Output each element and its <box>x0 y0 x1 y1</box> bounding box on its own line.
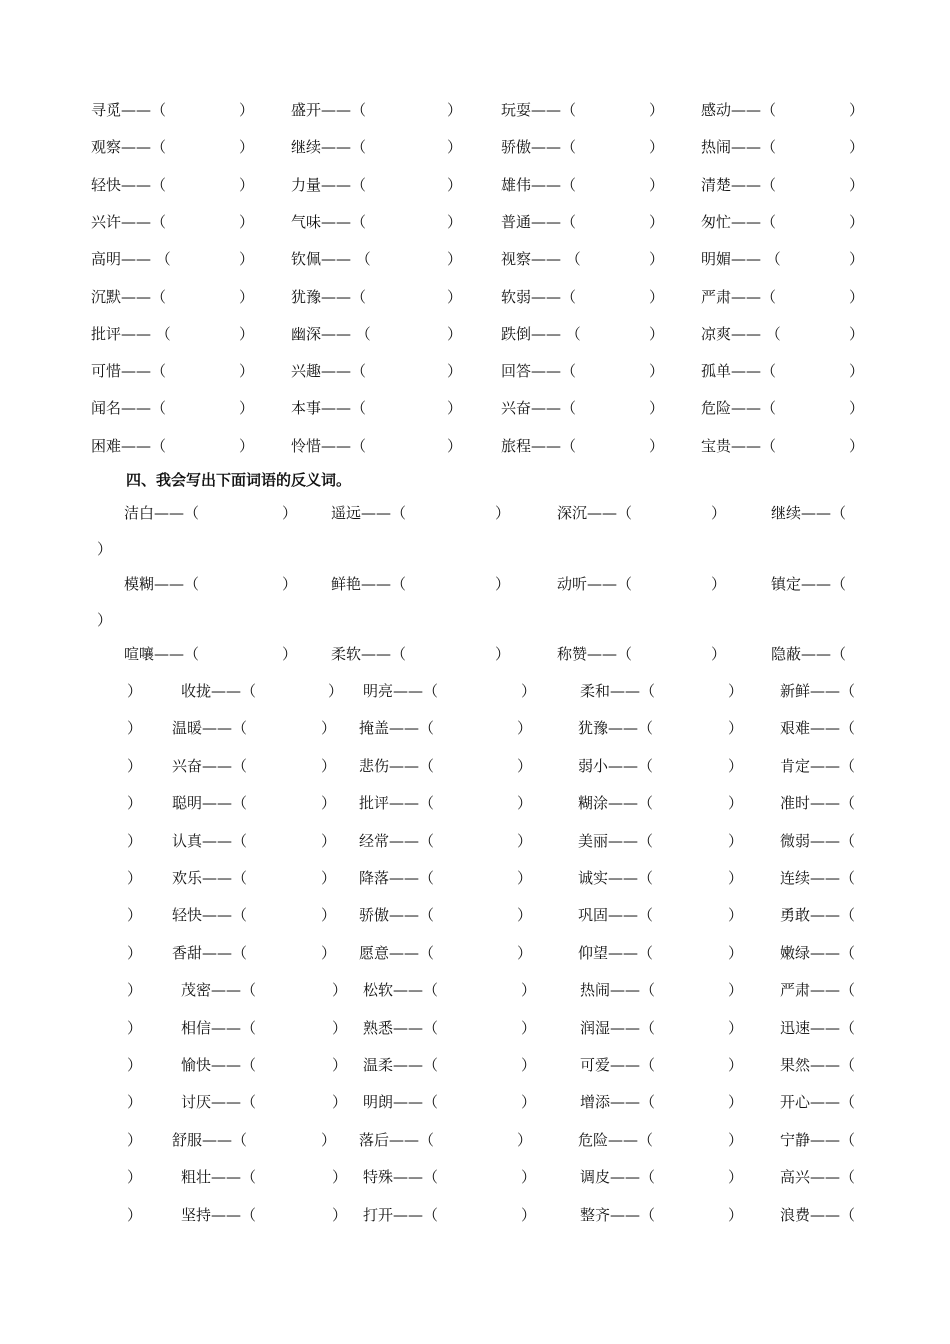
close-paren: ） <box>447 212 463 231</box>
close-paren: ） <box>517 1130 533 1149</box>
close-paren: ） <box>127 906 143 925</box>
close-paren: ） <box>127 719 143 738</box>
antonym-row <box>0 1127 950 1153</box>
close-paren: ） <box>728 1018 744 1037</box>
close-paren: ） <box>97 610 113 629</box>
antonym-prompt: 相信——（ <box>181 1018 257 1037</box>
antonym-prompt: 嫩绿——（ <box>780 943 856 962</box>
close-paren: ） <box>239 287 255 306</box>
close-paren: ） <box>728 682 744 700</box>
close-paren: ） <box>517 869 533 887</box>
synonym-row <box>0 172 950 198</box>
antonym-prompt: 讨厌——（ <box>181 1093 257 1112</box>
antonym-prompt: 愉快——（ <box>181 1056 257 1074</box>
antonym-prompt: 特殊——（ <box>363 1168 439 1187</box>
antonym-prompt: 准时——（ <box>780 794 856 813</box>
antonym-prompt: 悲伤——（ <box>359 756 435 775</box>
synonym-prompt: 孤单——（ <box>701 362 777 381</box>
close-paren: ） <box>127 1093 143 1112</box>
synonym-prompt: 沉默——（ <box>91 287 167 306</box>
close-paren: ） <box>849 362 865 381</box>
antonym-prompt: 动听——（ <box>557 574 633 593</box>
antonym-prompt: 诚实——（ <box>578 869 654 887</box>
close-paren: ） <box>849 399 865 418</box>
antonym-prompt: 弱小——（ <box>578 756 654 775</box>
close-paren: ） <box>649 324 665 343</box>
synonym-row <box>0 246 950 272</box>
antonym-prompt: 茂密——（ <box>181 981 257 1000</box>
close-paren: ） <box>649 138 665 157</box>
close-paren: ） <box>328 682 344 700</box>
close-paren: ） <box>127 1130 143 1149</box>
antonym-prompt: 连续——（ <box>780 869 856 887</box>
antonym-prompt: 遥远——（ <box>331 504 407 522</box>
close-paren: ） <box>728 943 744 962</box>
close-paren: ） <box>521 1056 537 1074</box>
antonym-row <box>0 977 950 1003</box>
antonym-prompt: 轻快——（ <box>172 906 248 925</box>
close-paren: ） <box>282 504 298 522</box>
synonym-prompt: 钦佩—— （ <box>291 250 371 269</box>
close-paren: ） <box>239 362 255 381</box>
close-paren: ） <box>239 138 255 157</box>
close-paren: ） <box>321 831 337 850</box>
close-paren: ） <box>447 399 463 418</box>
antonym-prompt: 迅速——（ <box>780 1018 856 1037</box>
synonym-prompt: 力量——（ <box>291 175 367 194</box>
close-paren: ） <box>849 287 865 306</box>
section-heading: 四、我会写出下面词语的反义词。 <box>126 471 352 489</box>
close-paren: ） <box>649 399 665 418</box>
close-paren: ） <box>321 1130 337 1149</box>
close-paren: ） <box>282 645 298 663</box>
synonym-prompt: 可惜——（ <box>91 362 167 381</box>
synonym-prompt: 骄傲——（ <box>501 138 577 157</box>
antonym-row <box>0 678 950 704</box>
synonym-prompt: 跌倒—— （ <box>501 324 581 343</box>
close-paren: ） <box>447 175 463 194</box>
synonym-prompt: 盛开——（ <box>291 101 367 119</box>
close-paren: ） <box>649 287 665 306</box>
close-paren: ） <box>239 324 255 343</box>
close-paren: ） <box>521 1018 537 1037</box>
close-paren: ） <box>321 756 337 775</box>
synonym-prompt: 本事——（ <box>291 399 367 418</box>
close-paren: ） <box>495 574 511 593</box>
close-paren: ） <box>127 682 143 700</box>
close-paren: ） <box>239 399 255 418</box>
close-paren: ） <box>495 504 511 522</box>
synonym-prompt: 批评—— （ <box>91 324 171 343</box>
antonym-row <box>0 828 950 854</box>
close-paren: ） <box>728 906 744 925</box>
synonym-prompt: 明媚—— （ <box>701 250 781 269</box>
antonym-row <box>0 865 950 891</box>
close-paren: ） <box>521 1093 537 1112</box>
close-paren: ） <box>517 794 533 813</box>
synonym-prompt: 雄伟——（ <box>501 175 577 194</box>
synonym-prompt: 犹豫——（ <box>291 287 367 306</box>
antonym-prompt: 落后——（ <box>359 1130 435 1149</box>
synonym-row <box>0 358 950 384</box>
antonym-prompt: 糊涂——（ <box>578 794 654 813</box>
close-paren: ） <box>239 212 255 231</box>
close-paren: ） <box>849 436 865 455</box>
close-paren: ） <box>649 436 665 455</box>
close-paren: ） <box>849 250 865 269</box>
close-paren: ） <box>447 138 463 157</box>
close-paren: ） <box>728 1205 744 1224</box>
close-paren: ） <box>521 1168 537 1187</box>
close-paren: ） <box>517 719 533 738</box>
close-paren: ） <box>127 756 143 775</box>
synonym-prompt: 危险——（ <box>701 399 777 418</box>
synonym-prompt: 闻名——（ <box>91 399 167 418</box>
antonym-prompt: 勇敢——（ <box>780 906 856 925</box>
antonym-prompt: 艰难——（ <box>780 719 856 738</box>
close-paren: ） <box>447 436 463 455</box>
synonym-prompt: 高明—— （ <box>91 250 171 269</box>
antonym-prompt: 温柔——（ <box>363 1056 439 1074</box>
synonym-prompt: 严肃——（ <box>701 287 777 306</box>
antonym-prompt: 整齐——（ <box>580 1205 656 1224</box>
synonym-prompt: 气味——（ <box>291 212 367 231</box>
close-paren: ） <box>728 1093 744 1112</box>
antonym-prompt: 明朗——（ <box>363 1093 439 1112</box>
close-paren: ） <box>517 831 533 850</box>
antonym-prompt: 收拢——（ <box>181 682 257 700</box>
close-paren: ） <box>649 250 665 269</box>
close-paren: ） <box>127 831 143 850</box>
antonym-row <box>0 641 950 667</box>
close-paren: ） <box>447 101 463 119</box>
antonym-prompt: 微弱——（ <box>780 831 856 850</box>
antonym-prompt: 舒服——（ <box>172 1130 248 1149</box>
close-paren: ） <box>728 1056 744 1074</box>
antonym-prompt: 称赞——（ <box>557 645 633 663</box>
antonym-prompt: 犹豫——（ <box>578 719 654 738</box>
close-paren: ） <box>728 1130 744 1149</box>
close-paren: ） <box>728 794 744 813</box>
close-paren: ） <box>728 1168 744 1187</box>
synonym-prompt: 兴奋——（ <box>501 399 577 418</box>
close-paren: ） <box>239 436 255 455</box>
antonym-prompt: 宁静——（ <box>780 1130 856 1149</box>
synonym-prompt: 观察——（ <box>91 138 167 157</box>
synonym-row <box>0 433 950 459</box>
close-paren: ） <box>332 1056 348 1074</box>
close-paren: ） <box>447 250 463 269</box>
synonym-prompt: 热闹——（ <box>701 138 777 157</box>
close-paren: ） <box>282 574 298 593</box>
antonym-prompt: 柔和——（ <box>580 682 656 700</box>
antonym-row <box>0 753 950 779</box>
close-paren: ） <box>521 981 537 1000</box>
synonym-prompt: 兴许——（ <box>91 212 167 231</box>
antonym-prompt: 温暖——（ <box>172 719 248 738</box>
synonym-prompt: 玩耍——（ <box>501 101 577 119</box>
antonym-row <box>0 571 950 597</box>
close-paren: ） <box>517 756 533 775</box>
antonym-prompt: 松软——（ <box>363 981 439 1000</box>
antonym-prompt: 镇定——（ <box>771 574 847 593</box>
antonym-row <box>0 1089 950 1115</box>
close-paren: ） <box>649 362 665 381</box>
antonym-prompt: 喧嚷——（ <box>124 645 200 663</box>
antonym-prompt: 增添——（ <box>580 1093 656 1112</box>
synonym-prompt: 回答——（ <box>501 362 577 381</box>
antonym-prompt: 骄傲——（ <box>359 906 435 925</box>
antonym-prompt: 开心——（ <box>780 1093 856 1112</box>
synonym-prompt: 兴趣——（ <box>291 362 367 381</box>
synonym-row <box>0 209 950 235</box>
antonym-prompt: 热闹——（ <box>580 981 656 1000</box>
synonym-prompt: 感动——（ <box>701 101 777 119</box>
synonym-prompt: 寻觅——（ <box>91 101 167 119</box>
synonym-prompt: 凉爽—— （ <box>701 324 781 343</box>
close-paren: ） <box>321 794 337 813</box>
close-paren: ） <box>332 1168 348 1187</box>
wrapped-paren-row <box>0 607 950 633</box>
antonym-prompt: 肯定——（ <box>780 756 856 775</box>
synonym-prompt: 视察—— （ <box>501 250 581 269</box>
close-paren: ） <box>521 1205 537 1224</box>
antonym-row <box>0 902 950 928</box>
antonym-prompt: 坚持——（ <box>181 1205 257 1224</box>
close-paren: ） <box>239 175 255 194</box>
close-paren: ） <box>332 981 348 1000</box>
antonym-prompt: 鲜艳——（ <box>331 574 407 593</box>
antonym-row <box>0 500 950 526</box>
close-paren: ） <box>521 682 537 700</box>
close-paren: ） <box>127 981 143 1000</box>
close-paren: ） <box>321 906 337 925</box>
antonym-prompt: 批评——（ <box>359 794 435 813</box>
close-paren: ） <box>728 756 744 775</box>
antonym-prompt: 香甜——（ <box>172 943 248 962</box>
synonym-prompt: 困难——（ <box>91 436 167 455</box>
close-paren: ） <box>728 981 744 1000</box>
close-paren: ） <box>849 138 865 157</box>
antonym-row <box>0 1164 950 1190</box>
close-paren: ） <box>127 1018 143 1037</box>
close-paren: ） <box>447 324 463 343</box>
close-paren: ） <box>849 212 865 231</box>
close-paren: ） <box>127 869 143 887</box>
close-paren: ） <box>447 362 463 381</box>
close-paren: ） <box>711 504 727 522</box>
antonym-prompt: 继续——（ <box>771 504 847 522</box>
antonym-prompt: 认真——（ <box>172 831 248 850</box>
antonym-row <box>0 715 950 741</box>
close-paren: ） <box>711 574 727 593</box>
antonym-prompt: 明亮——（ <box>363 682 439 700</box>
antonym-prompt: 欢乐——（ <box>172 869 248 887</box>
close-paren: ） <box>321 719 337 738</box>
antonym-prompt: 高兴——（ <box>780 1168 856 1187</box>
close-paren: ） <box>849 101 865 119</box>
close-paren: ） <box>849 175 865 194</box>
close-paren: ） <box>447 287 463 306</box>
antonym-prompt: 经常——（ <box>359 831 435 850</box>
antonym-prompt: 浪费——（ <box>780 1205 856 1224</box>
antonym-row <box>0 1052 950 1078</box>
close-paren: ） <box>127 1205 143 1224</box>
close-paren: ） <box>332 1205 348 1224</box>
synonym-prompt: 幽深—— （ <box>291 324 371 343</box>
antonym-prompt: 聪明——（ <box>172 794 248 813</box>
synonym-prompt: 匆忙——（ <box>701 212 777 231</box>
close-paren: ） <box>97 540 113 558</box>
antonym-prompt: 柔软——（ <box>331 645 407 663</box>
close-paren: ） <box>728 719 744 738</box>
antonym-row <box>0 1015 950 1041</box>
close-paren: ） <box>239 250 255 269</box>
synonym-prompt: 普通——（ <box>501 212 577 231</box>
antonym-prompt: 打开——（ <box>363 1205 439 1224</box>
synonym-row <box>0 321 950 347</box>
antonym-prompt: 深沉——（ <box>557 504 633 522</box>
antonym-prompt: 掩盖——（ <box>359 719 435 738</box>
close-paren: ） <box>649 175 665 194</box>
close-paren: ） <box>127 943 143 962</box>
synonym-prompt: 轻快——（ <box>91 175 167 194</box>
antonym-prompt: 美丽——（ <box>578 831 654 850</box>
synonym-row <box>0 284 950 310</box>
close-paren: ） <box>517 943 533 962</box>
close-paren: ） <box>332 1093 348 1112</box>
close-paren: ） <box>127 1168 143 1187</box>
wrapped-paren-row <box>0 536 950 562</box>
antonym-prompt: 愿意——（ <box>359 943 435 962</box>
antonym-prompt: 熟悉——（ <box>363 1018 439 1037</box>
close-paren: ） <box>649 101 665 119</box>
close-paren: ） <box>849 324 865 343</box>
synonym-prompt: 旅程——（ <box>501 436 577 455</box>
antonym-row <box>0 1202 950 1228</box>
antonym-prompt: 润湿——（ <box>580 1018 656 1037</box>
close-paren: ） <box>332 1018 348 1037</box>
close-paren: ） <box>127 794 143 813</box>
antonym-row <box>0 790 950 816</box>
synonym-prompt: 清楚——（ <box>701 175 777 194</box>
close-paren: ） <box>728 869 744 887</box>
antonym-prompt: 危险——（ <box>578 1130 654 1149</box>
synonym-row <box>0 395 950 421</box>
antonym-prompt: 仰望——（ <box>578 943 654 962</box>
synonym-row <box>0 97 950 123</box>
antonym-prompt: 果然——（ <box>780 1056 856 1074</box>
antonym-prompt: 模糊——（ <box>124 574 200 593</box>
synonym-prompt: 继续——（ <box>291 138 367 157</box>
antonym-prompt: 粗壮——（ <box>181 1168 257 1187</box>
antonym-prompt: 洁白——（ <box>124 504 200 522</box>
synonym-prompt: 软弱——（ <box>501 287 577 306</box>
antonym-prompt: 隐蔽——（ <box>771 645 847 663</box>
antonym-prompt: 巩固——（ <box>578 906 654 925</box>
antonym-prompt: 调皮——（ <box>580 1168 656 1187</box>
antonym-prompt: 降落——（ <box>359 869 435 887</box>
close-paren: ） <box>239 101 255 119</box>
close-paren: ） <box>728 831 744 850</box>
close-paren: ） <box>517 906 533 925</box>
close-paren: ） <box>495 645 511 663</box>
close-paren: ） <box>321 869 337 887</box>
antonym-prompt: 严肃——（ <box>780 981 856 1000</box>
close-paren: ） <box>711 645 727 663</box>
close-paren: ） <box>649 212 665 231</box>
synonym-prompt: 怜惜——（ <box>291 436 367 455</box>
synonym-row <box>0 134 950 160</box>
antonym-prompt: 兴奋——（ <box>172 756 248 775</box>
antonym-row <box>0 940 950 966</box>
antonym-prompt: 新鲜——（ <box>780 682 856 700</box>
synonym-prompt: 宝贵——（ <box>701 436 777 455</box>
antonym-prompt: 可爱——（ <box>580 1056 656 1074</box>
close-paren: ） <box>321 943 337 962</box>
close-paren: ） <box>127 1056 143 1074</box>
